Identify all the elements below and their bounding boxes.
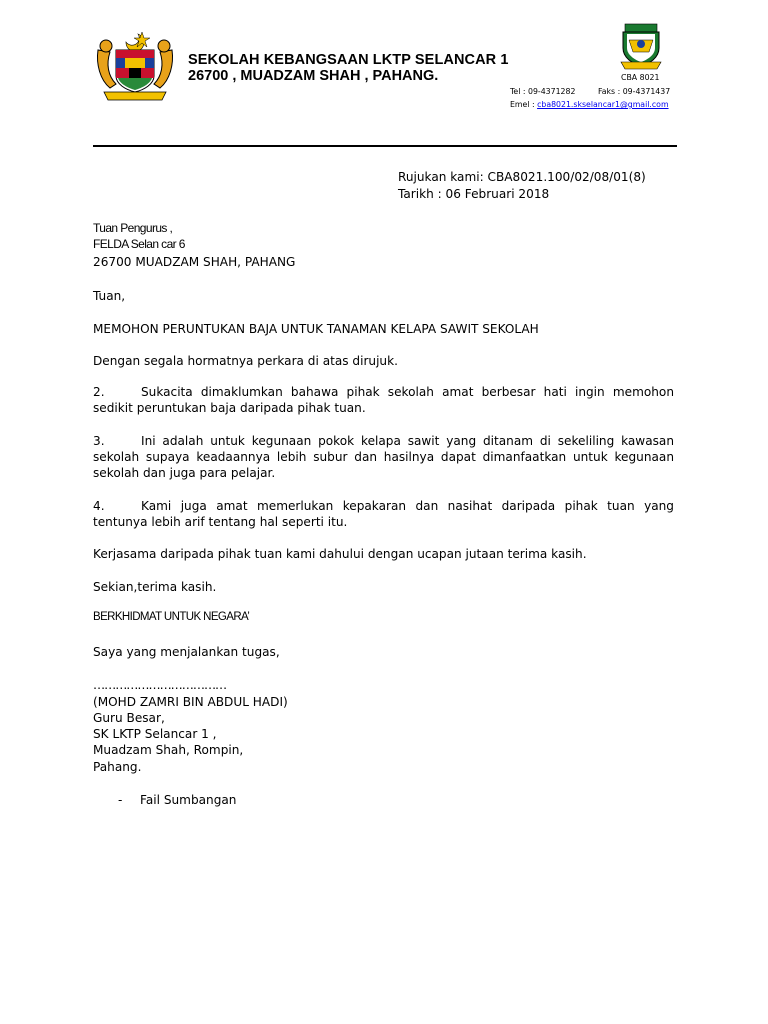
reference-number: Rujukan kami: CBA8021.100/02/08/01(8): [398, 170, 646, 184]
signature-dots: ………………………………: [93, 678, 227, 692]
recipient-address: 26700 MUADZAM SHAH, PAHANG: [93, 255, 296, 269]
recipient-org: FELDA Selan car 6: [93, 237, 185, 251]
paragraph-5: Kerjasama daripada pihak tuan kami dahului dengan ucapan jutaan terima kasih.: [93, 547, 587, 561]
signatory-state: Pahang.: [93, 760, 142, 774]
motto: BERKHIDMAT UNTUK NEGARA’: [93, 611, 250, 623]
paragraph-2: [93, 384, 674, 416]
coat-of-arms-logo: [94, 30, 176, 102]
telephone: Tel : 09-4371282: [510, 87, 576, 96]
signatory-name: (MOHD ZAMRI BIN ABDUL HADI): [93, 695, 288, 709]
letterhead-divider: [93, 145, 677, 147]
paragraph-3-number: 3.: [93, 434, 105, 448]
cc-bullet: -: [118, 793, 123, 807]
paragraph-4: [93, 498, 674, 530]
letter-subject: MEMOHON PERUNTUKAN BAJA UNTUK TANAMAN KELAPA SAWIT SEKOLAH: [93, 322, 539, 336]
cc-item: Fail Sumbangan: [140, 793, 237, 807]
paragraph-3: [93, 433, 674, 481]
salutation: Tuan,: [93, 289, 126, 303]
signatory-position: Guru Besar,: [93, 711, 165, 725]
school-address: 26700 , MUADZAM SHAH , PAHANG.: [188, 68, 439, 84]
school-code: CBA 8021: [621, 73, 660, 82]
fax: Faks : 09-4371437: [598, 87, 671, 96]
paragraph-1: Dengan segala hormatnya perkara di atas dirujuk.: [93, 354, 398, 368]
closing: Sekian,terima kasih.: [93, 580, 217, 594]
paragraph-4-number: 4.: [93, 499, 105, 513]
paragraph-2-text: Sukacita dimaklumkan bahawa pihak sekolah amat berbesar hati ingin memohon sedikit peruntukan baja daripada pihak tuan.: [93, 385, 674, 415]
recipient-title: Tuan Pengurus ,: [93, 221, 173, 235]
signatory-school: SK LKTP Selancar 1 ,: [93, 727, 217, 741]
signatory-town: Muadzam Shah, Rompin,: [93, 743, 244, 757]
letter-date: Tarikh : 06 Februari 2018: [398, 187, 550, 201]
email-link[interactable]: cba8021.skselancar1@gmail.com: [537, 100, 669, 109]
school-name: SEKOLAH KEBANGSAAN LKTP SELANCAR 1: [188, 52, 509, 68]
paragraph-2-number: 2.: [93, 385, 105, 399]
school-crest-logo: [619, 22, 663, 70]
email-label: Emel :: [510, 100, 535, 109]
duty-line: Saya yang menjalankan tugas,: [93, 645, 280, 659]
paragraph-4-text: Kami juga amat memerlukan kepakaran dan nasihat daripada pihak tuan yang tentunya lebih arif tentang hal seperti itu.: [93, 499, 674, 529]
email-line: [510, 100, 669, 109]
paragraph-3-text: Ini adalah untuk kegunaan pokok kelapa sawit yang ditanam di sekeliling kawasan sekolah supaya keadaannya lebih subur dan hasilnya dapat dimanfaatkan untuk kegunaan sekolah dan juga para pelajar.: [93, 434, 674, 480]
